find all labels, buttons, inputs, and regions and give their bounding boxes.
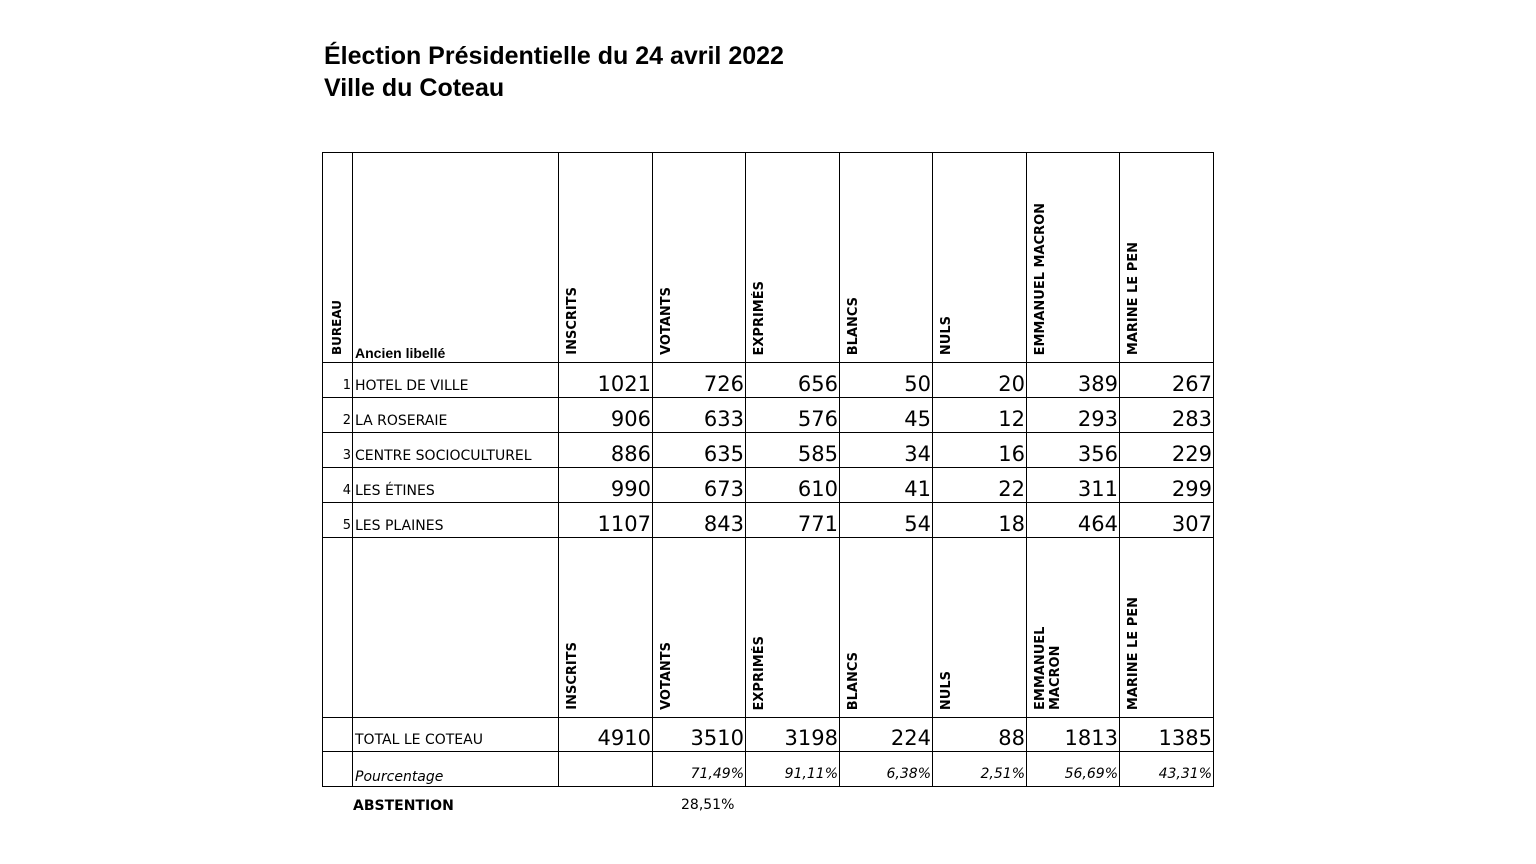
header-col-cell bbox=[1120, 153, 1214, 363]
header-col-cell bbox=[653, 153, 746, 363]
header-col-cell bbox=[746, 538, 840, 718]
header-col-nuls: NULS bbox=[939, 315, 954, 355]
bureau-number: 4 bbox=[323, 468, 353, 503]
bureau-name: CENTRE SOCIOCULTUREL bbox=[353, 433, 559, 468]
value-exprimes: 576 bbox=[746, 398, 840, 433]
total-exprimes: 3198 bbox=[746, 718, 840, 752]
header-col-cell bbox=[933, 538, 1027, 718]
title-line-2: Ville du Coteau bbox=[324, 74, 505, 102]
value-macron: 293 bbox=[1027, 398, 1120, 433]
value-inscrits: 886 bbox=[559, 433, 653, 468]
table-row bbox=[323, 433, 1214, 468]
value-macron: 389 bbox=[1027, 363, 1120, 398]
value-lepen: 299 bbox=[1120, 468, 1214, 503]
value-lepen: 267 bbox=[1120, 363, 1214, 398]
value-exprimes: 585 bbox=[746, 433, 840, 468]
total-header-inscrits: INSCRITS bbox=[565, 642, 580, 710]
table-header-row bbox=[323, 153, 1214, 363]
bureau-name: HOTEL DE VILLE bbox=[353, 363, 559, 398]
bureau-name: LES ÉTINES bbox=[353, 468, 559, 503]
total-votants: 3510 bbox=[653, 718, 746, 752]
value-inscrits: 990 bbox=[559, 468, 653, 503]
abstention-label: ABSTENTION bbox=[353, 798, 454, 814]
header-col-blancs: BLANCS bbox=[846, 296, 861, 355]
header-col-exprimes: EXPRIMÉS bbox=[752, 280, 767, 355]
value-lepen: 307 bbox=[1120, 503, 1214, 538]
total-header-exprimes: EXPRIMÉS bbox=[752, 635, 767, 710]
header-col-lepen: MARINE LE PEN bbox=[1126, 241, 1141, 355]
empty-cell bbox=[323, 752, 353, 787]
header-col-cell bbox=[746, 153, 840, 363]
document-title bbox=[324, 40, 784, 104]
percentage-macron: 56,69% bbox=[1027, 752, 1120, 787]
percentage-exprimes: 91,11% bbox=[746, 752, 840, 787]
total-header-macron: EMMANUEL MACRON bbox=[1033, 626, 1063, 710]
header-col-cell bbox=[1027, 153, 1120, 363]
percentage-votants: 71,49% bbox=[653, 752, 746, 787]
percentage-label: Pourcentage bbox=[353, 752, 559, 787]
bureau-number: 1 bbox=[323, 363, 353, 398]
percentage-nuls: 2,51% bbox=[933, 752, 1027, 787]
value-votants: 635 bbox=[653, 433, 746, 468]
empty-cell bbox=[323, 718, 353, 752]
value-blancs: 54 bbox=[840, 503, 933, 538]
value-nuls: 16 bbox=[933, 433, 1027, 468]
value-macron: 464 bbox=[1027, 503, 1120, 538]
value-lepen: 229 bbox=[1120, 433, 1214, 468]
total-label: TOTAL LE COTEAU bbox=[353, 718, 559, 752]
table-row bbox=[323, 363, 1214, 398]
abstention-value: 28,51% bbox=[681, 797, 735, 813]
value-blancs: 41 bbox=[840, 468, 933, 503]
header-col-inscrits: INSCRITS bbox=[565, 287, 580, 355]
header-bureau-cell bbox=[323, 153, 353, 363]
value-exprimes: 610 bbox=[746, 468, 840, 503]
table-row bbox=[323, 398, 1214, 433]
bureau-name: LES PLAINES bbox=[353, 503, 559, 538]
header-col-cell bbox=[559, 153, 653, 363]
value-votants: 843 bbox=[653, 503, 746, 538]
header-col-votants: VOTANTS bbox=[659, 287, 674, 355]
value-exprimes: 771 bbox=[746, 503, 840, 538]
table-row bbox=[323, 503, 1214, 538]
total-header-blancs: BLANCS bbox=[846, 651, 861, 710]
bureau-number: 3 bbox=[323, 433, 353, 468]
table-row bbox=[323, 468, 1214, 503]
bureau-name: LA ROSERAIE bbox=[353, 398, 559, 433]
empty-cell bbox=[353, 538, 559, 718]
total-macron: 1813 bbox=[1027, 718, 1120, 752]
header-libelle: Ancien libellé bbox=[353, 153, 559, 363]
percentage-blancs: 6,38% bbox=[840, 752, 933, 787]
value-macron: 311 bbox=[1027, 468, 1120, 503]
value-inscrits: 1021 bbox=[559, 363, 653, 398]
total-lepen: 1385 bbox=[1120, 718, 1214, 752]
total-inscrits: 4910 bbox=[559, 718, 653, 752]
percentage-inscrits bbox=[559, 752, 653, 787]
bureau-number: 2 bbox=[323, 398, 353, 433]
value-nuls: 18 bbox=[933, 503, 1027, 538]
value-inscrits: 1107 bbox=[559, 503, 653, 538]
header-col-cell bbox=[1120, 538, 1214, 718]
percentage-row bbox=[323, 752, 1214, 787]
value-blancs: 50 bbox=[840, 363, 933, 398]
total-header-lepen: MARINE LE PEN bbox=[1126, 596, 1141, 710]
header-col-cell bbox=[1027, 538, 1120, 718]
header-col-cell bbox=[559, 538, 653, 718]
title-line-1: Élection Présidentielle du 24 avril 2022 bbox=[324, 42, 784, 70]
value-votants: 726 bbox=[653, 363, 746, 398]
total-header-votants: VOTANTS bbox=[659, 642, 674, 710]
value-nuls: 12 bbox=[933, 398, 1027, 433]
total-row bbox=[323, 718, 1214, 752]
empty-cell bbox=[323, 538, 353, 718]
header-bureau: BUREAU bbox=[330, 300, 344, 355]
percentage-lepen: 43,31% bbox=[1120, 752, 1214, 787]
value-nuls: 22 bbox=[933, 468, 1027, 503]
value-blancs: 45 bbox=[840, 398, 933, 433]
header-col-cell bbox=[840, 538, 933, 718]
total-nuls: 88 bbox=[933, 718, 1027, 752]
header-col-macron: EMMANUEL MACRON bbox=[1033, 202, 1048, 355]
value-votants: 633 bbox=[653, 398, 746, 433]
bureau-number: 5 bbox=[323, 503, 353, 538]
value-inscrits: 906 bbox=[559, 398, 653, 433]
value-exprimes: 656 bbox=[746, 363, 840, 398]
value-macron: 356 bbox=[1027, 433, 1120, 468]
value-lepen: 283 bbox=[1120, 398, 1214, 433]
header-col-cell bbox=[653, 538, 746, 718]
value-blancs: 34 bbox=[840, 433, 933, 468]
total-header-nuls: NULS bbox=[939, 670, 954, 710]
value-votants: 673 bbox=[653, 468, 746, 503]
results-table bbox=[322, 152, 1214, 787]
total-header-row bbox=[323, 538, 1214, 718]
header-col-cell bbox=[933, 153, 1027, 363]
total-blancs: 224 bbox=[840, 718, 933, 752]
value-nuls: 20 bbox=[933, 363, 1027, 398]
header-col-cell bbox=[840, 153, 933, 363]
